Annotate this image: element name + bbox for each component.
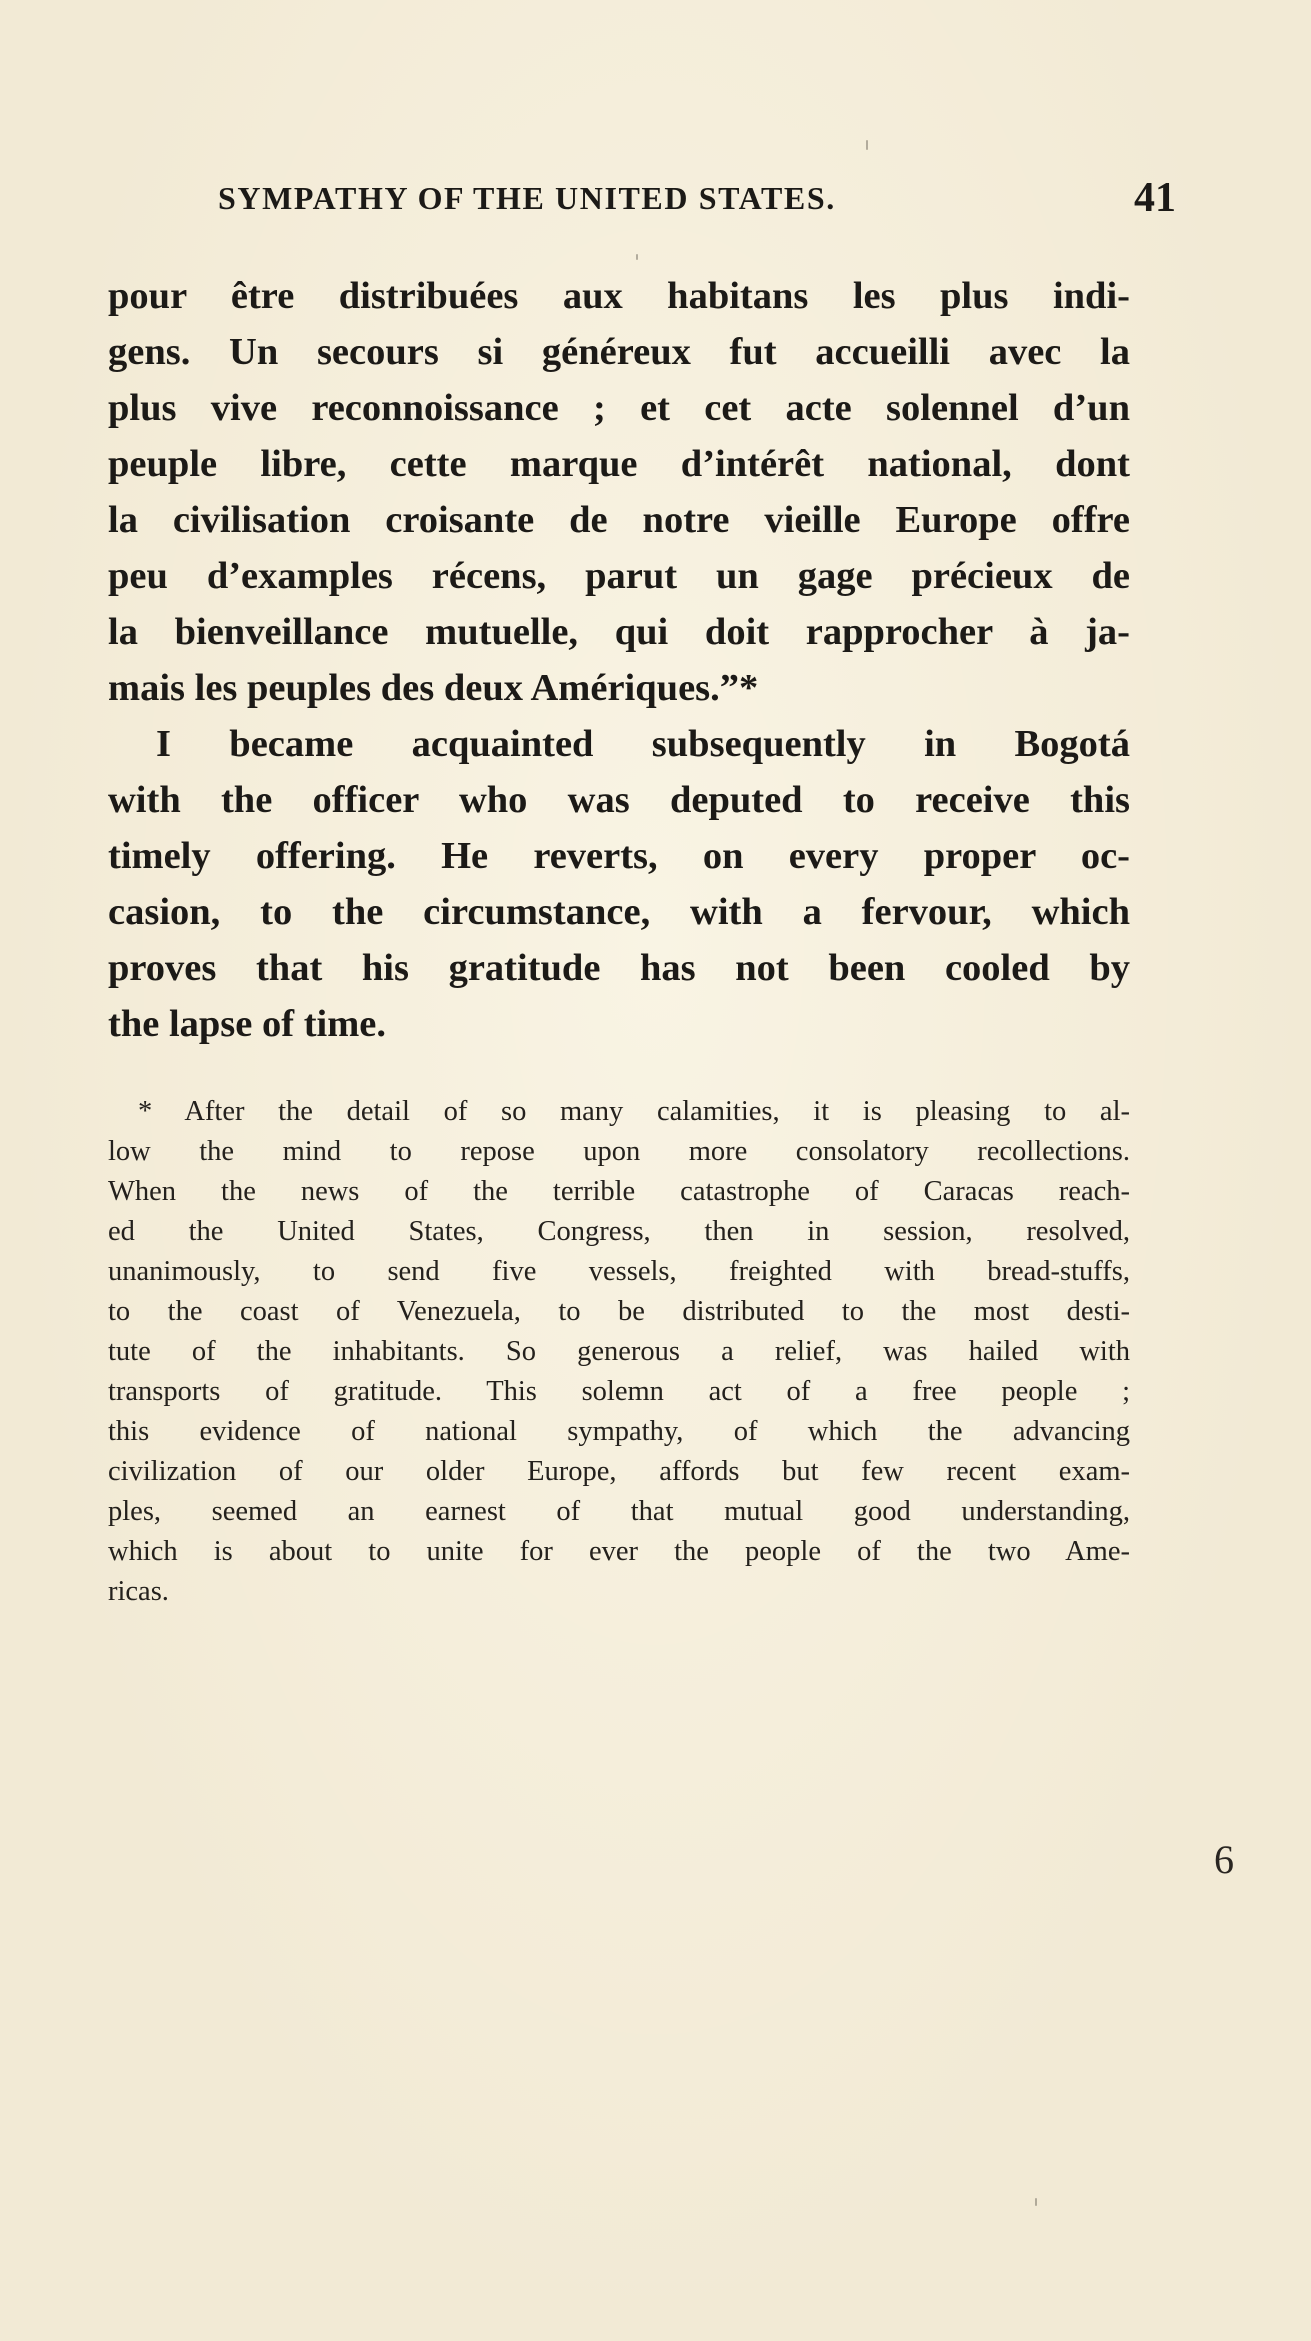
- main-text-line: proves that his gratitude has not been cooled by: [108, 947, 1130, 989]
- footnote-line: which is about to unite for ever the people of the two Ame-: [108, 1536, 1130, 1567]
- footnote-line: transports of gratitude. This solemn act of a free people ;: [108, 1376, 1130, 1407]
- footnote-line: tute of the inhabitants. So generous a relief, was hailed with: [108, 1336, 1130, 1367]
- footnote-line: low the mind to repose upon more consolatory recollections.: [108, 1136, 1130, 1167]
- footnote-line: * After the detail of so many calamities, it is pleasing to al-: [138, 1096, 1130, 1127]
- main-text-line: la bienveillance mutuelle, qui doit rapprocher à ja-: [108, 611, 1130, 653]
- footnote-line: ricas.: [108, 1576, 169, 1607]
- footnote: [108, 1092, 1130, 1612]
- footnote-line: this evidence of national sympathy, of which the advancing: [108, 1416, 1130, 1447]
- footnote-line: ples, seemed an earnest of that mutual good understanding,: [108, 1496, 1130, 1527]
- main-text-line: mais les peuples des deux Amériques.”*: [108, 667, 759, 709]
- main-text-line: pour être distribuées aux habitans les plus indi-: [108, 275, 1130, 317]
- running-head: [218, 175, 1176, 240]
- main-text-line: plus vive reconnoissance ; et cet acte solennel d’un: [108, 387, 1130, 429]
- main-text-line: with the officer who was deputed to receive this: [108, 779, 1130, 821]
- page-number: 41: [1134, 175, 1176, 221]
- footnote-line: civilization of our older Europe, affords but few recent exam-: [108, 1456, 1130, 1487]
- signature-mark: 6: [1214, 1837, 1234, 1882]
- main-text-line: the lapse of time.: [108, 1003, 386, 1045]
- footnote-line: unanimously, to send five vessels, freighted with bread-stuffs,: [108, 1256, 1130, 1287]
- footnote-line: to the coast of Venezuela, to be distributed to the most desti-: [108, 1296, 1130, 1327]
- paper-speck: [636, 254, 638, 260]
- running-title: SYMPATHY OF THE UNITED STATES.: [218, 180, 836, 216]
- paper-speck: [1035, 2198, 1037, 2206]
- main-text-line: I became acquainted subsequently in Bogotá: [156, 723, 1130, 765]
- main-text-line: peuple libre, cette marque d’intérêt national, dont: [108, 443, 1130, 485]
- footnote-line: ed the United States, Congress, then in session, resolved,: [108, 1216, 1130, 1247]
- main-text-line: timely offering. He reverts, on every proper oc-: [108, 835, 1130, 877]
- main-text-line: gens. Un secours si généreux fut accueilli avec la: [108, 331, 1130, 373]
- paper-speck: [866, 140, 868, 150]
- footnote-line: When the news of the terrible catastrophe of Caracas reach-: [108, 1176, 1130, 1207]
- main-text-line: casion, to the circumstance, with a fervour, which: [108, 891, 1130, 933]
- main-text-line: la civilisation croisante de notre vieille Europe offre: [108, 499, 1130, 541]
- main-text-line: peu d’examples récens, parut un gage précieux de: [108, 555, 1130, 597]
- main-text: [108, 268, 1130, 1052]
